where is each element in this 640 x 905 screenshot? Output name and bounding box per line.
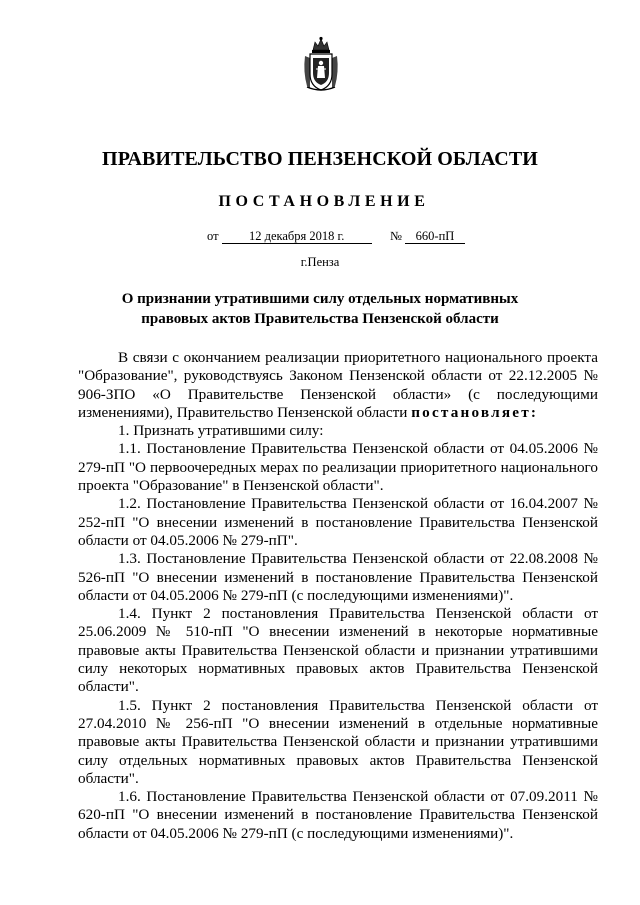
- list-item: 1. Признать утратившими силу:: [118, 422, 324, 440]
- title-line-1: О признании утратившими силу отдельных нормативных: [121, 291, 519, 307]
- resolves-word: постановляет:: [411, 403, 539, 421]
- list-item: 1.2. Постановление Правительства Пензенской области от 16.04.2007 № 252-пП "О внесении изменений в постановление Правительства Пензенской области от 04.05.2006 № 279-пП".: [78, 495, 598, 549]
- title-line-2: правовых актов Правительства Пензенской области: [141, 311, 499, 327]
- penza-coat-of-arms-icon: [301, 36, 341, 92]
- list-item: 1.5. Пункт 2 постановления Правительства Пензенской области от 27.04.2010 № 256-пП "О внесении изменений в отдельные нормативные правовые акты Правительства Пензенской области и признании утратившими силу отдельных нормативных правовых актов Правительства Пензенской области".: [78, 696, 598, 787]
- intro-paragraph: [78, 349, 598, 422]
- document-type: ПОСТАНОВЛЕНИЕ: [218, 193, 430, 210]
- list-item: 1.4. Пункт 2 постановления Правительства Пензенской области от 25.06.2009 № 510-пП "О внесении изменений в некоторые нормативные правовые акты Правительства Пензенской области и признании утратившими силу некоторых нормативных правовых актов Правительства Пензенской области".: [78, 605, 598, 696]
- list-item: 1.1. Постановление Правительства Пензенской области от 04.05.2006 № 279-пП "О первоочередных мерах по реализации приоритетного национального проекта "Образование" в Пензенской области".: [78, 440, 598, 495]
- intro-text: В связи с окончанием реализации приоритетного национального проекта "Образование", руководствуясь Законом Пензенской области от 22.12.2005 № 906-ЗПО «О Правительстве Пензенской области» (с последующими изменениями), Правительство Пензенской области: [78, 349, 598, 421]
- list-item: 1.3. Постановление Правительства Пензенской области от 22.08.2008 № 526-пП "О внесении изменений в постановление Правительства Пензенской области от 04.05.2006 № 279-пП (с последующими изменениями)".: [78, 550, 598, 604]
- list-item: 1.6. Постановление Правительства Пензенской области от 07.09.2011 № 620-пП "О внесении изменений в постановление Правительства Пензенской области от 04.05.2006 № 279-пП (с последующими изменениями)".: [78, 788, 598, 842]
- document-body: [78, 349, 598, 843]
- government-name: ПРАВИТЕЛЬСТВО ПЕНЗЕНСКОЙ ОБЛАСТИ: [102, 148, 538, 170]
- document-number: 660-пП: [405, 229, 465, 244]
- number-prefix: №: [389, 229, 402, 243]
- date-number-line: [207, 229, 465, 244]
- city: г.Пенза: [300, 255, 340, 269]
- document-title: [120, 289, 520, 329]
- date-prefix: от: [207, 229, 219, 243]
- document-date: 12 декабря 2018 г.: [222, 229, 372, 244]
